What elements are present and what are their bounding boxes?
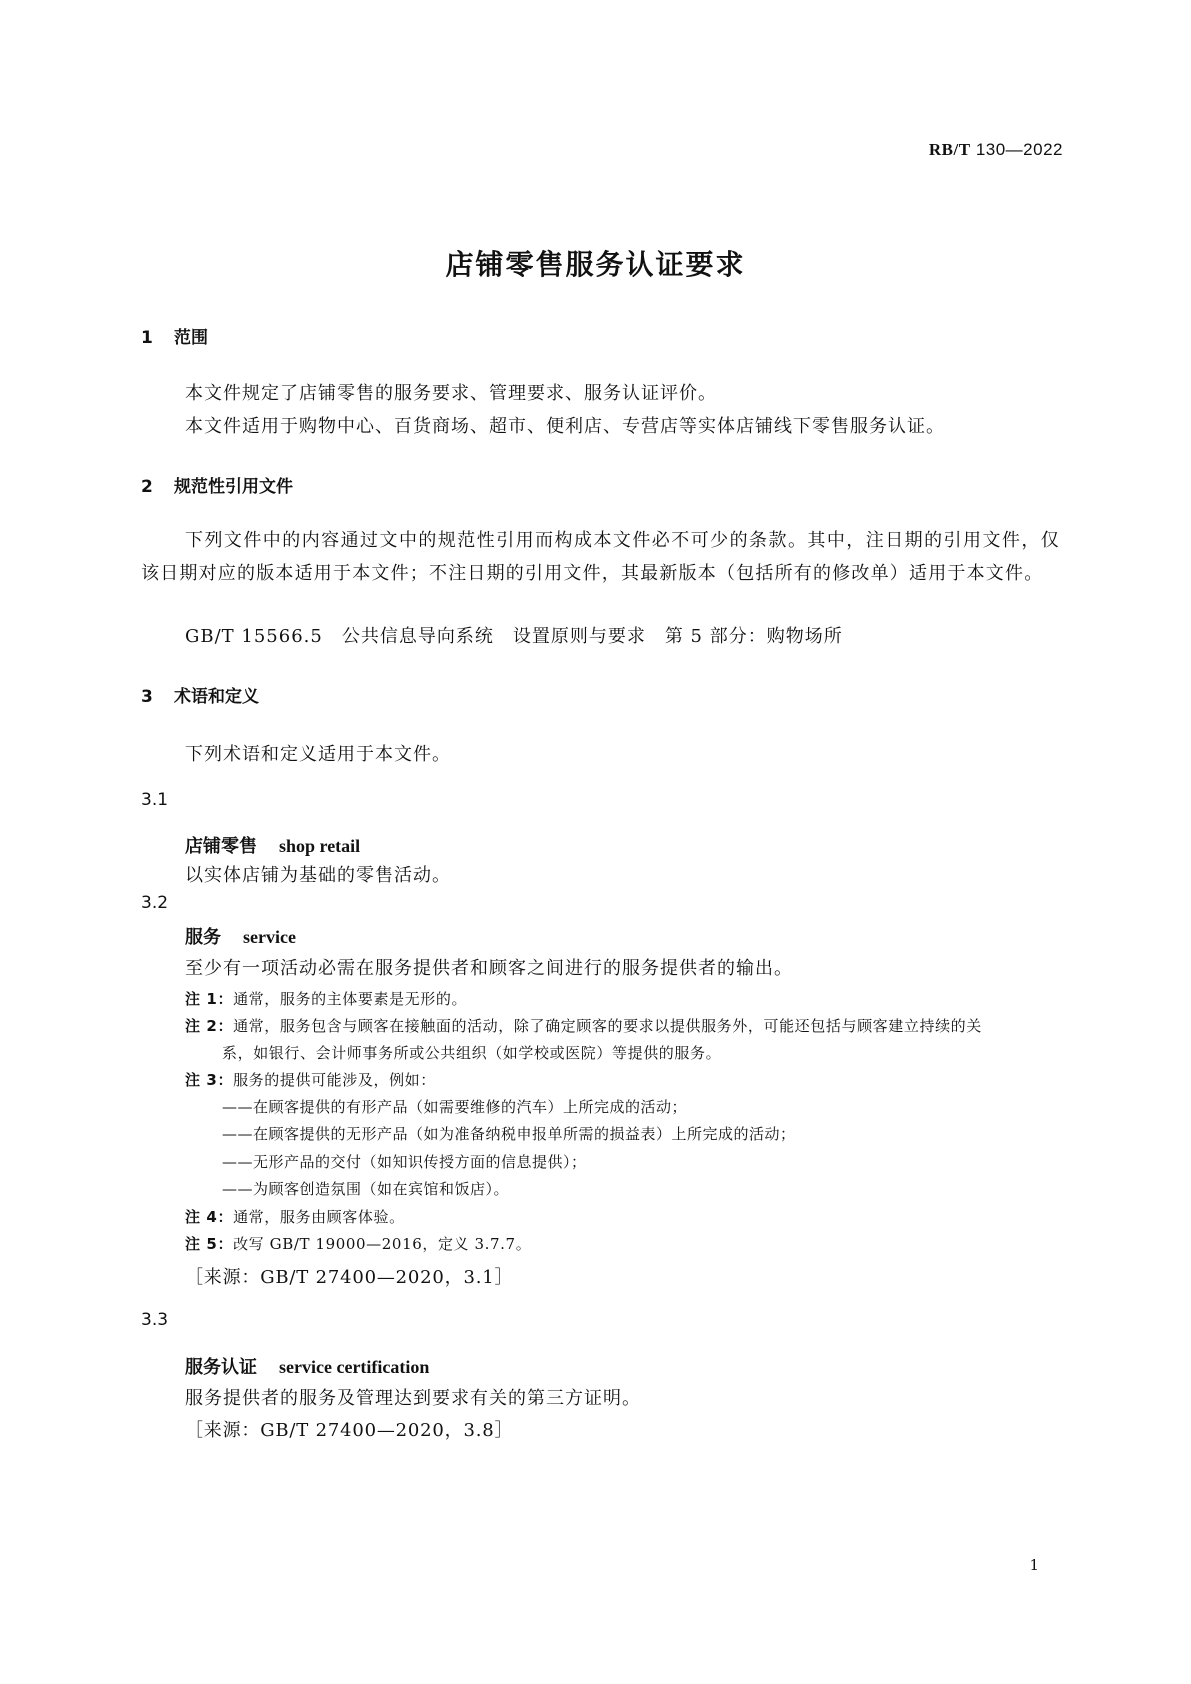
note-continuation: 系，如银行、会计师事务所或公共组织（如学校或医院）等提供的服务。 xyxy=(222,1044,722,1062)
dash-list-item: ——在顾客提供的有形产品（如需要维修的汽车）上所完成的活动； xyxy=(222,1098,688,1116)
term-number: 3.3 xyxy=(141,1310,169,1330)
note-label: 注 2： xyxy=(185,1017,234,1035)
note-text: 通常，服务包含与顾客在接触面的活动，除了确定顾客的要求以提供服务外，可能还包括与顾客建立持续的关 xyxy=(233,1017,982,1035)
term-zh: 服务 xyxy=(185,927,221,948)
term-heading xyxy=(185,923,296,949)
section-title: 规范性引用文件 xyxy=(174,477,293,497)
term-en: service certification xyxy=(279,1357,430,1377)
page-number: 1 xyxy=(1029,1556,1039,1574)
note-text: 通常，服务的主体要素是无形的。 xyxy=(233,990,468,1008)
term-zh: 店铺零售 xyxy=(185,836,257,857)
section-number: 1 xyxy=(141,328,153,348)
note xyxy=(185,1206,405,1227)
standard-code xyxy=(929,140,1063,160)
standard-prefix: RB/T xyxy=(928,140,971,159)
section-title: 范围 xyxy=(174,328,208,348)
note xyxy=(185,1233,531,1254)
section-2-heading xyxy=(141,472,293,497)
note-text: 通常，服务由顾客体验。 xyxy=(233,1208,405,1226)
note-label: 注 1： xyxy=(185,990,234,1008)
term-en: service xyxy=(243,927,296,947)
note-text: 改写 GB/T 19000—2016，定义 3.7.7。 xyxy=(233,1235,532,1253)
term-definition: 以实体店铺为基础的零售活动。 xyxy=(185,865,451,886)
paragraph: 下列文件中的内容通过文中的规范性引用而构成本文件必不可少的条款。其中，注日期的引用文件，仅该日期对应的版本适用于本文件；不注日期的引用文件，其最新版本（包括所有的修改单）适用于本文件。 xyxy=(141,530,1060,584)
document-title: 店铺零售服务认证要求 xyxy=(445,248,746,281)
note xyxy=(185,1069,436,1090)
section-title: 术语和定义 xyxy=(174,687,259,707)
term-heading xyxy=(185,1353,429,1379)
note-label: 注 4： xyxy=(185,1208,234,1226)
note xyxy=(185,1015,982,1036)
dash-list-item: ——在顾客提供的无形产品（如为准备纳税申报单所需的损益表）上所完成的活动； xyxy=(222,1125,796,1143)
note-label: 注 3： xyxy=(185,1071,234,1089)
section-number: 2 xyxy=(141,477,153,497)
term-en: shop retail xyxy=(279,836,361,856)
section-1-heading xyxy=(141,323,208,348)
term-heading xyxy=(185,832,360,858)
paragraph: 本文件规定了店铺零售的服务要求、管理要求、服务认证评价。 xyxy=(185,383,717,404)
source-citation: ［来源：GB/T 27400—2020，3.8］ xyxy=(185,1420,514,1441)
note-text: 服务的提供可能涉及，例如： xyxy=(233,1071,436,1089)
term-definition: 至少有一项活动必需在服务提供者和顾客之间进行的服务提供者的输出。 xyxy=(185,958,793,979)
standard-number: 130—2022 xyxy=(975,140,1063,159)
term-number: 3.2 xyxy=(141,893,169,913)
note-label: 注 5： xyxy=(185,1235,234,1253)
term-number: 3.1 xyxy=(141,790,169,810)
normative-reference: GB/T 15566.5 公共信息导向系统 设置原则与要求 第 5 部分：购物场所 xyxy=(185,626,843,647)
dash-list-item: ——为顾客创造氛围（如在宾馆和饭店）。 xyxy=(222,1180,510,1198)
section-3-heading xyxy=(141,682,259,707)
section-number: 3 xyxy=(141,687,153,707)
note xyxy=(185,988,467,1009)
source-citation: ［来源：GB/T 27400—2020，3.1］ xyxy=(185,1267,514,1288)
dash-list-item: ——无形产品的交付（如知识传授方面的信息提供）； xyxy=(222,1153,587,1171)
paragraph: 本文件适用于购物中心、百货商场、超市、便利店、专营店等实体店铺线下零售服务认证。 xyxy=(185,416,945,437)
paragraph: 下列术语和定义适用于本文件。 xyxy=(185,744,451,765)
term-definition: 服务提供者的服务及管理达到要求有关的第三方证明。 xyxy=(185,1388,641,1409)
term-zh: 服务认证 xyxy=(185,1357,257,1378)
